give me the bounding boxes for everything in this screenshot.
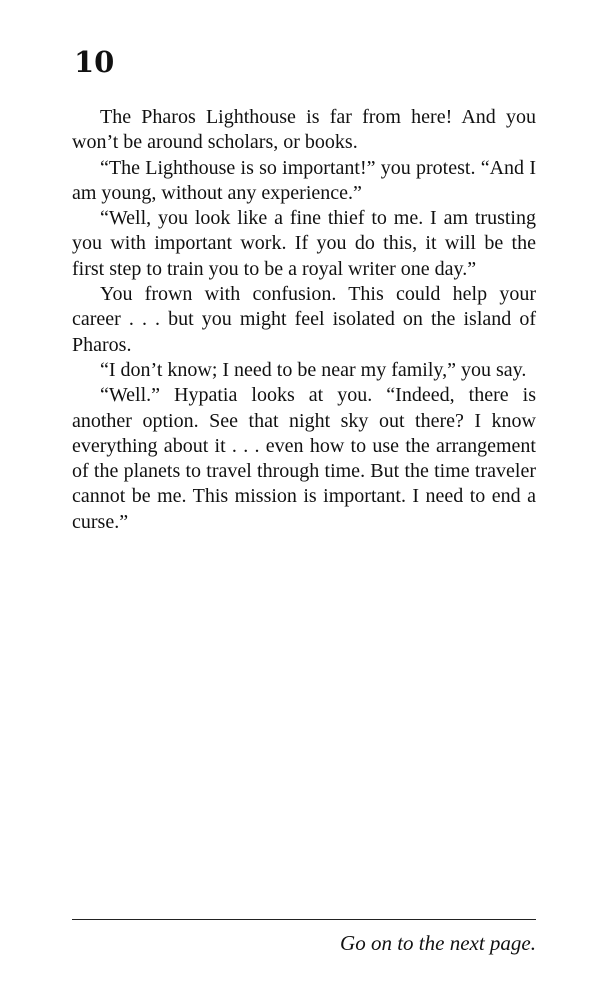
footer-divider [72,919,536,920]
paragraph: “The Lighthouse is so important!” you protest. “And I am young, without any experience.” [72,156,536,204]
next-page-prompt: Go on to the next page. [340,931,536,955]
story-text [72,105,536,535]
paragraph: You frown with confusion. This could help your career . . . but you might feel isolated on the island of Pharos. [72,283,536,356]
paragraph: “I don’t know; I need to be near my family,” you say. [100,358,527,381]
paragraph: The Pharos Lighthouse is far from here! And you won’t be around scholars, or books. [72,106,536,154]
page-number: 10 [74,45,115,79]
paragraph: “Well.” Hypatia looks at you. “Indeed, there is another option. See that night sky out there? I know everything about it . . . even how to use the arrangement of the planets to travel through time. But the time traveler cannot be me. This mission is important. I need to end a curse.” [72,384,536,533]
paragraph: “Well, you look like a fine thief to me. I am trusting you with important work. If you do this, it will be the first step to train you to be a royal writer one day.” [72,207,536,280]
